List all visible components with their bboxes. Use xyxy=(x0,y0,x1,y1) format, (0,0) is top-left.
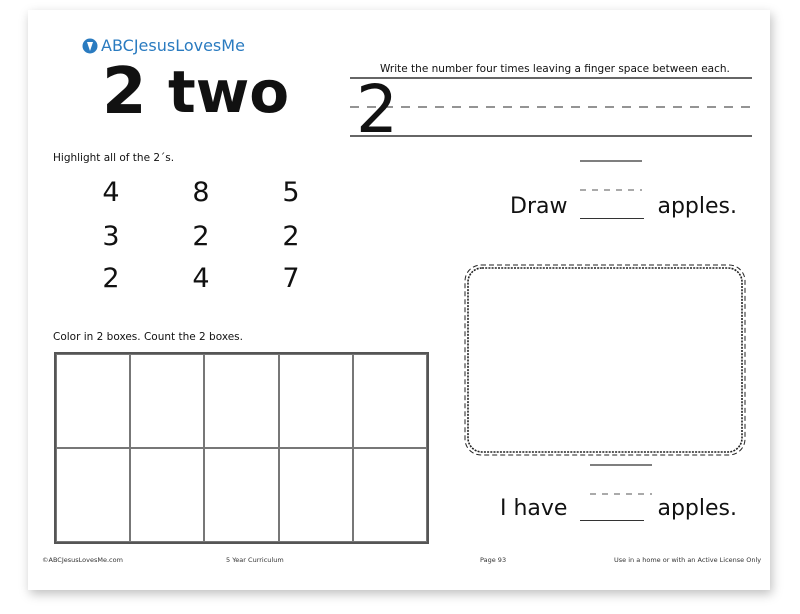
title-numeral: 2 xyxy=(102,55,147,129)
ten-frame-box[interactable] xyxy=(353,354,427,448)
ten-frame xyxy=(54,352,429,544)
digit-cell[interactable]: 4 xyxy=(192,263,210,294)
ten-frame-box[interactable] xyxy=(204,354,278,448)
footer-license: Use in a home or with an Active License Only xyxy=(614,556,762,564)
ten-frame-box[interactable] xyxy=(130,354,204,448)
ten-frame-box[interactable] xyxy=(279,354,353,448)
drawing-box[interactable] xyxy=(462,262,748,458)
ten-frame-box[interactable] xyxy=(279,448,353,542)
digit-cell[interactable]: 3 xyxy=(102,221,120,252)
draw-answer-blank[interactable] xyxy=(580,200,644,219)
footer-curriculum: 5 Year Curriculum xyxy=(226,556,284,564)
handwriting-lines xyxy=(348,71,758,148)
ten-frame-box[interactable] xyxy=(130,448,204,542)
brand-logo xyxy=(82,36,245,55)
digit-cell[interactable]: 2 xyxy=(102,263,120,294)
have-word: I have xyxy=(500,496,568,521)
digit-cell[interactable]: 5 xyxy=(282,177,300,208)
digit-cell[interactable]: 2 xyxy=(192,221,210,252)
ten-frame-box[interactable] xyxy=(204,448,278,542)
footer-page: Page 93 xyxy=(480,556,507,564)
have-number-lines xyxy=(588,462,658,498)
digit-grid xyxy=(92,178,332,298)
ten-frame-box[interactable] xyxy=(56,354,130,448)
draw-number-lines xyxy=(578,158,648,194)
draw-word: Draw xyxy=(510,194,568,219)
write-instruction: Write the number four times leaving a finger space between each. xyxy=(380,63,730,75)
have-answer-blank[interactable] xyxy=(580,502,644,521)
highlight-instruction: Highlight all of the 2´s. xyxy=(53,152,175,164)
title-word: two xyxy=(168,58,290,126)
logo-text: ABCJesusLovesMe xyxy=(101,36,245,55)
logo-icon xyxy=(82,38,98,54)
ten-frame-box[interactable] xyxy=(353,448,427,542)
draw-apples-word: apples. xyxy=(657,194,737,219)
have-apples-word: apples. xyxy=(657,496,737,521)
trace-numeral: 2 xyxy=(356,71,398,148)
digit-cell[interactable]: 2 xyxy=(282,221,300,252)
ten-frame-box[interactable] xyxy=(56,448,130,542)
color-instruction: Color in 2 boxes. Count the 2 boxes. xyxy=(53,331,243,343)
footer-copyright: ©ABCJesusLovesMe.com xyxy=(42,556,123,564)
digit-cell[interactable]: 4 xyxy=(102,177,120,208)
digit-cell[interactable]: 7 xyxy=(282,263,300,294)
have-sentence xyxy=(500,496,737,521)
draw-sentence xyxy=(510,194,737,219)
worksheet-page xyxy=(28,10,770,590)
digit-cell[interactable]: 8 xyxy=(192,177,210,208)
